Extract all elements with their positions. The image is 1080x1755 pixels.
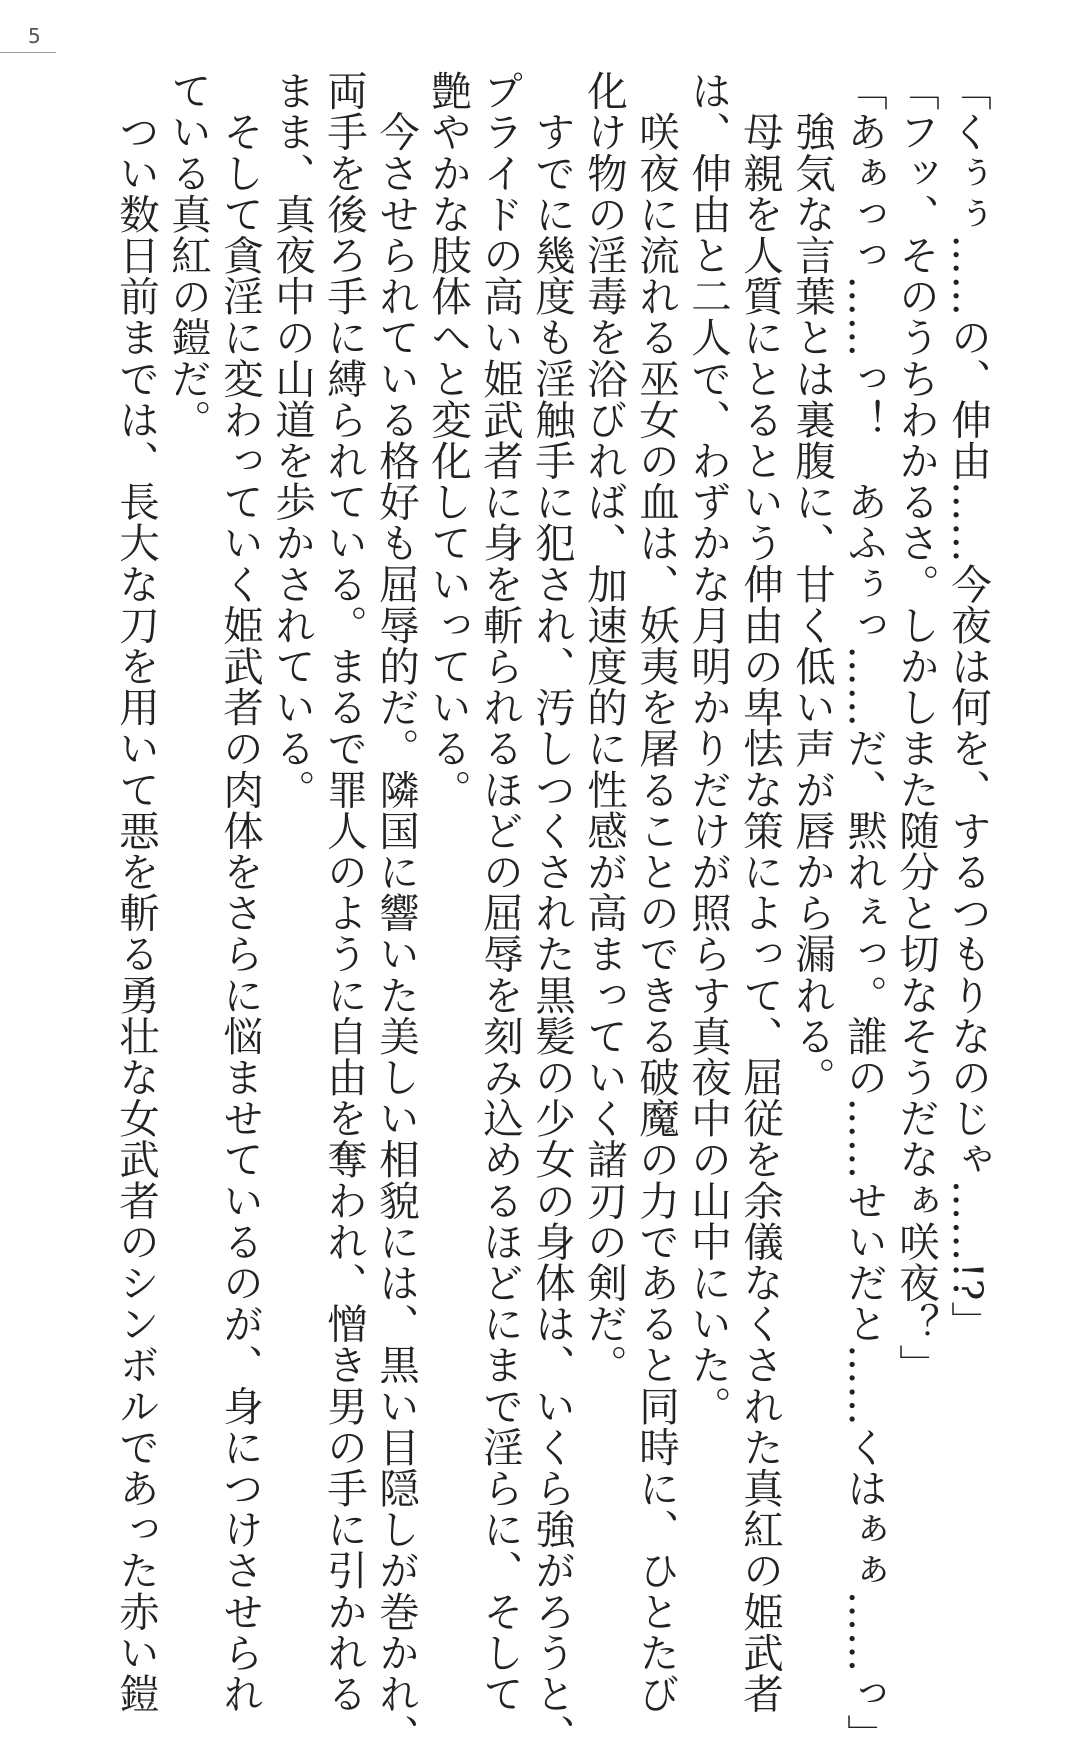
text-line-6: は、伸由と二人で、わずかな月明かりだけが照らす真夜中の山中にいた。 [684, 70, 732, 1427]
page-rule [0, 52, 56, 53]
text-line-16: ている真紅の鎧だ。 [164, 70, 212, 440]
text-line-12: 今させられている格好も屈辱的だ。隣国に響いた美しい相貌には、黒い目隠しが巻かれ、 [372, 70, 420, 1755]
text-line-10: プライドの高い姫武者に身を斬られるほどの屈辱を刻み込めるほどにまで淫らに、そして [476, 70, 524, 1714]
text-line-5: 母親を人質にとるという伸由の卑怯な策によって、屈従を余儀なくされた真紅の姫武者 [736, 70, 784, 1714]
text-line-17: つい数日前までは、長大な刀を用いて悪を斬る勇壮な女武者のシンボルであった赤い鎧 [112, 70, 160, 1714]
text-line-1: 「くぅぅ……の、伸由……今夜は何を、するつもりなのじゃ……!?」 [944, 70, 992, 1343]
text-line-9: すでに幾度も淫触手に犯され、汚しつくされた黒髪の少女の身体は、いくら強がろうと、 [528, 70, 576, 1755]
text-line-14: まま、真夜中の山道を歩かされている。 [268, 70, 316, 810]
text-line-3: 「あぁっっ……っ！ あふぅっ……だ、黙れぇっ。誰の……せいだと……くはぁぁ……っ」 [840, 70, 888, 1755]
vertical-text-body [0, 70, 1080, 1755]
text-line-15: そして貪淫に変わっていく姫武者の肉体をさらに悩ませているのが、身につけさせられ [216, 70, 264, 1714]
text-line-7: 咲夜に流れる巫女の血は、妖夷を屠ることのできる破魔の力であると同時に、ひとたび [632, 70, 680, 1714]
text-line-2: 「フッ、そのうちわかるさ。しかしまた随分と切なそうだなぁ咲夜？」 [892, 70, 940, 1386]
text-line-11: 艶やかな肢体へと変化していっている。 [424, 70, 472, 810]
text-line-4: 強気な言葉とは裏腹に、甘く低い声が唇から漏れる。 [788, 70, 836, 1098]
text-line-8: 化け物の淫毒を浴びれば、加速度的に性感が高まっていく諸刃の剣だ。 [580, 70, 628, 1386]
text-line-13: 両手を後ろ手に縛られている。まるで罪人のように自由を奪われ、憎き男の手に引かれる [320, 70, 368, 1714]
page-number: 5 [28, 24, 41, 48]
